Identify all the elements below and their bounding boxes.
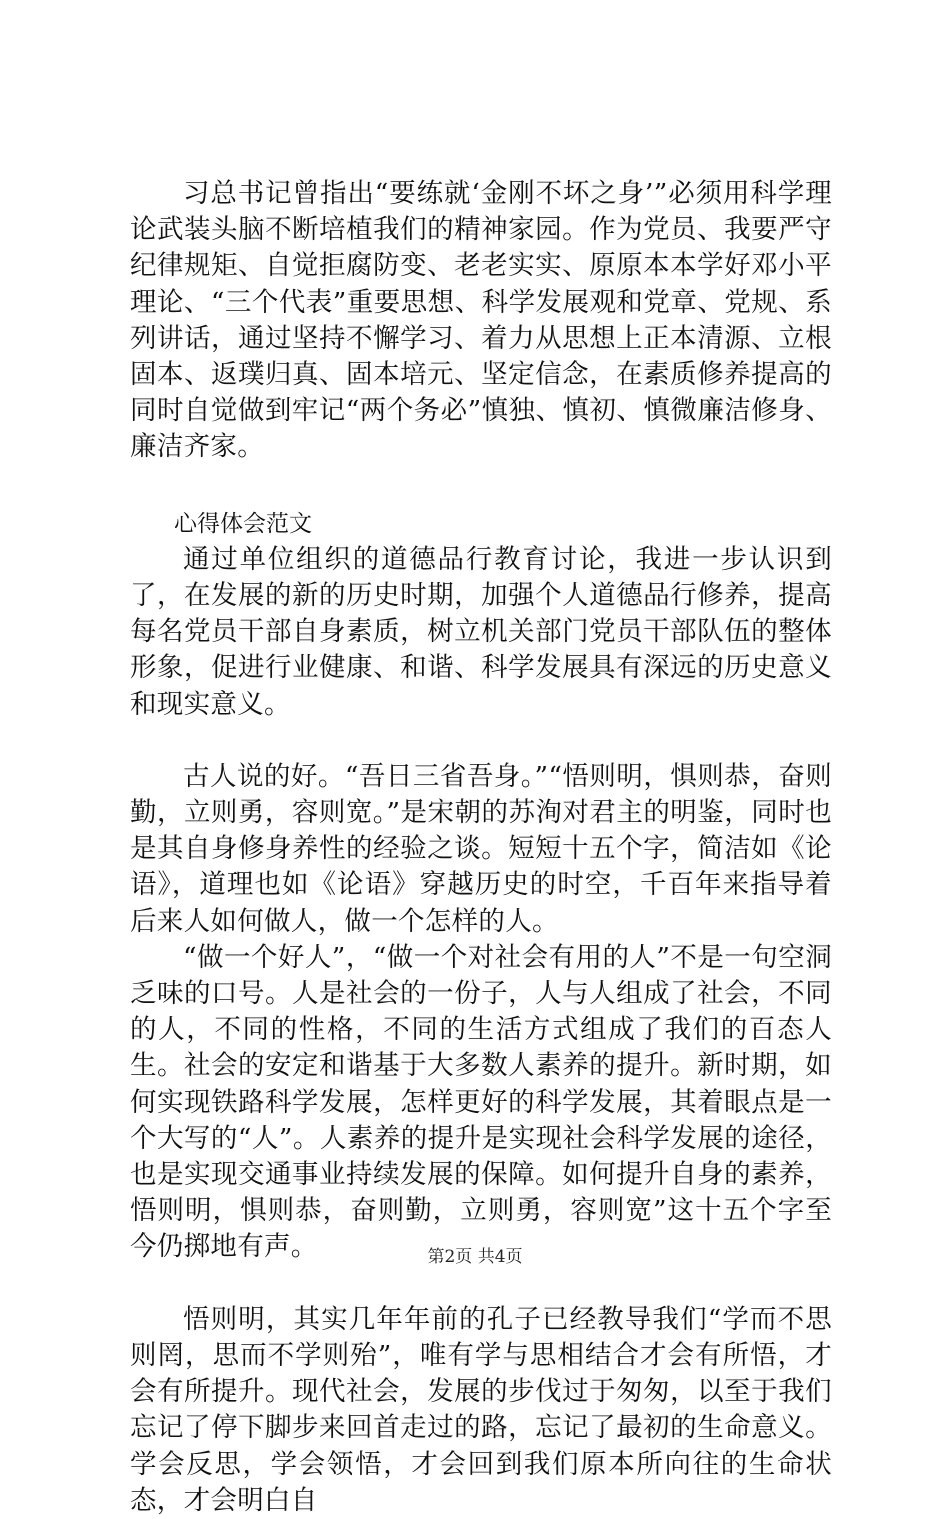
paragraph-2: 通过单位组织的道德品行教育讨论，我进一步认识到了，在发展的新的历史时期，加强个人道德品行修养，提高每名党员干部自身素质，树立机关部门党员干部队伍的整体形象，促进行业健康、和谐、科学发展具有深远的历史意义和现实意义。	[130, 543, 832, 720]
paragraph-3: 古人说的好。“吾日三省吾身。”“悟则明，惧则恭，奋则勤，立则勇，容则宽。”是宋朝的苏洵对君主的明鉴，同时也是其自身修身养性的经验之谈。短短十五个字，简洁如《论语》，道理也如《论语》穿越历史的时空，千百年来指导着后来人如何做人，做一个怎样的人。	[130, 760, 832, 937]
section-heading: 心得体会范文	[174, 510, 312, 537]
paragraph-4: “做一个好人”，“做一个对社会有用的人”不是一句空洞乏味的口号。人是社会的一份子，人与人组成了社会，不同的人，不同的性格，不同的生活方式组成了我们的百态人生。社会的安定和谐基于大多数人素养的提升。新时期，如何实现铁路科学发展，怎样更好的科学发展，其着眼点是一个大写的“人”。人素养的提升是实现社会科学发展的途径，也是实现交通事业持续发展的保障。如何提升自身的素养，悟则明，惧则恭，奋则勤，立则勇，容则宽”这十五个字至今仍掷地有声。	[130, 941, 832, 1263]
paragraph-1: 习总书记曾指出“要练就‘金刚不坏之身’”必须用科学理论武装头脑不断培植我们的精神家园。作为党员、我要严守纪律规矩、自觉拒腐防变、老老实实、原原本本学好邓小平理论、“三个代表”重要思想、科学发展观和党章、党规、系列讲话，通过坚持不懈学习、着力从思想上正本清源、立根固本、返璞归真、固本培元、坚定信念，在素质修养提高的同时自觉做到牢记“两个务必”慎独、慎初、慎微廉洁修身、廉洁齐家。	[130, 178, 832, 463]
document-body	[130, 176, 832, 1519]
page-number-footer: 第2页 共4页	[427, 1247, 523, 1267]
paragraph-5: 悟则明，其实几年年前的孔子已经教导我们“学而不思则罔，思而不学则殆”，唯有学与思相结合才会有所悟，才会有所提升。现代社会，发展的步伐过于匆匆，以至于我们忘记了停下脚步来回首走过的路，忘记了最初的生命意义。学会反思，学会领悟，才会回到我们原本所向往的生命状态，才会明白自	[130, 1303, 832, 1516]
